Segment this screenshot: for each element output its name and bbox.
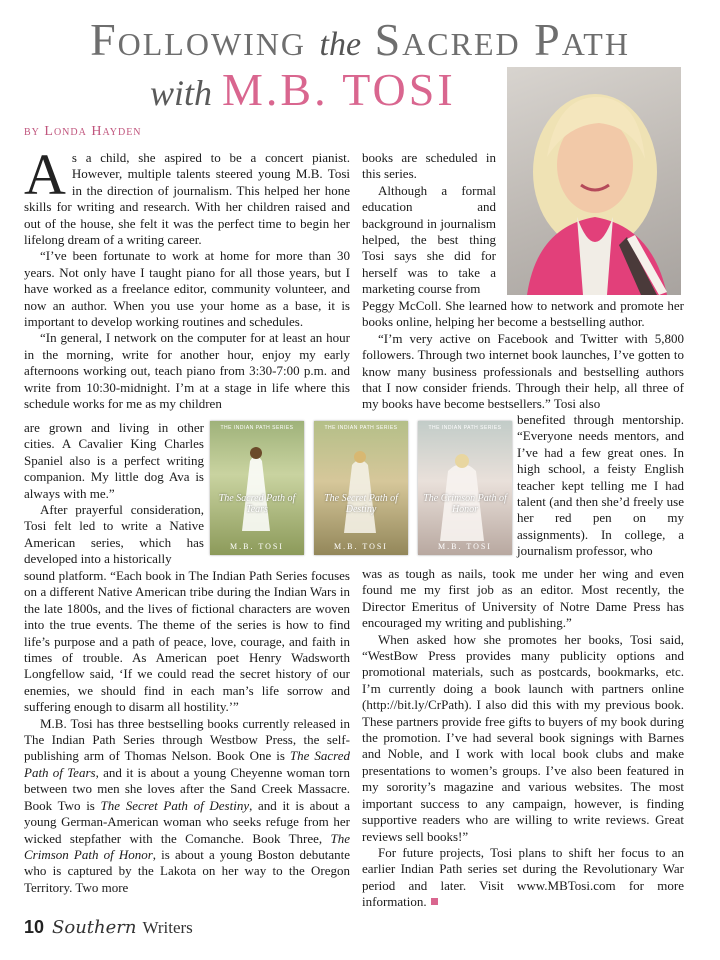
- headline-part2: Sacred Path: [361, 14, 630, 65]
- left-column-bottom: [24, 568, 350, 896]
- middle-column: [362, 150, 496, 298]
- magazine-name: Writers: [142, 918, 193, 937]
- headline-with: with: [150, 73, 213, 113]
- right-column-top: [362, 298, 684, 413]
- book-series-label: THE INDIAN PATH SERIES: [428, 425, 502, 431]
- book-title: The Secret Path of Destiny: [324, 493, 398, 515]
- end-mark-icon: [431, 898, 438, 905]
- books-text-b: , and it is about a young Cheyenne woman torn between two men she loves after the Sand Creek Massacre. Book Two is: [24, 764, 350, 813]
- paragraph-intro: s a child, she aspired to be a concert pianist. However, multiple talents steered young M.B. Tosi in the direction of journalism. This helped her hone skills for writing and research. With her children raised and out of the house, she felt it was the perfect time to begin her lifelong dream of a writing career.: [24, 150, 350, 248]
- books-text-c: , and it is about a young German-American woman who seeks refuge from her wicked stepfather with the Comanche. Book Three,: [24, 797, 350, 846]
- paragraph-series-theme: sound platform. “Each book in The Indian Path Series focuses on a different Native American tribe during the Indian Wars in the late 1800s, and the lives of fictional characters are woven into the true events. The theme of the series is how to find life’s purpose and a path of peace, love, courage, and faith in times of trouble. As American poet Henry Wadsworth Longfellow said, ‘If we could read the secret history of our enemies, we should find in each man’s life sorrow and suffering enough to disarm all hostility.’”: [24, 568, 350, 715]
- book-cover-art: [210, 421, 304, 555]
- headline-author-name: M.B. TOSI: [222, 64, 456, 115]
- drop-cap: A: [24, 142, 66, 207]
- books-text-a: M.B. Tosi has three bestselling books currently released in The Indian Path Series through Westbow Press, the self-publishing arm of Thomas Nelson. Book One is: [24, 715, 350, 764]
- book-cover-secret-path: [314, 421, 408, 555]
- headline-part1: Following: [90, 14, 320, 65]
- paragraph-books: [24, 716, 350, 896]
- book-title: The Sacred Path of Tears: [218, 493, 296, 515]
- book-title: The Crimson Path of Honor: [423, 493, 507, 515]
- book-cover-sacred-path: [210, 421, 304, 555]
- right-column-narrow: [517, 412, 684, 560]
- paragraph-quote-1: “I’ve been fortunate to work at home for more than 30 years. Not only have I taught piano for all those years, but I have worked as a freelance editor, community volunteer, and now an author. When you use your home as a base, it is important to develop working routines and schedules.: [24, 248, 350, 330]
- book-cover-art: [418, 421, 512, 555]
- paragraph-education: Although a formal education and background in journalism helped, the best thing Tosi says she did for herself was to take a marketing course from: [362, 182, 496, 297]
- headline: [0, 14, 720, 71]
- future-text: For future projects, Tosi plans to shift her focus to an earlier Indian Path series set during the Revolutionary War period and later. Visit www.MBTosi.com for more information.: [362, 844, 684, 910]
- paragraph-professor: was as tough as nails, took me under her wing and even found me my first job as an editor. Most recently, the Director Emeritus of University of Notre Dame Press has encouraged my writing and publishing.”: [362, 566, 684, 631]
- page-number: 10: [24, 917, 45, 937]
- left-column-top: [24, 142, 350, 413]
- byline: by Londa Hayden: [24, 124, 142, 139]
- headline-the: the: [319, 26, 362, 63]
- book-title-2: The Secret Path of Destiny: [100, 797, 250, 813]
- paragraph-native-series: After prayerful consideration, Tosi felt led to write a Native American series, which has developed into a historically: [24, 502, 204, 567]
- book-title-3: The Crimson Path of Honor: [24, 830, 350, 862]
- paragraph-more-books: books are scheduled in this series.: [362, 150, 496, 182]
- paragraph-mentorship: benefited through mentorship. “Everyone needs mentors, and I’ve had a few great ones. In high school, a feisty English teacher kept telling me I had talent (and then she’d freely use her red pen on my assignments). In college, a journalism professor, who: [517, 412, 684, 559]
- book-author: M.B. TOSI: [334, 542, 388, 551]
- book-author: M.B. TOSI: [438, 542, 492, 551]
- portrait-illustration: [507, 67, 681, 295]
- page-footer: [24, 916, 193, 940]
- paragraph-marketing: Peggy McColl. She learned how to network and promote her books online, helping her become a bestselling author.: [362, 298, 684, 330]
- paragraph-spaniel: are grown and living in other cities. A Cavalier King Charles Spaniel also is a perfect writing companion. My little dog Ava is always with me.”: [24, 420, 204, 501]
- paragraph-future: [362, 845, 684, 911]
- books-text-d: , is about a young Boston debutante who is captured by the Lakota on her way to the Oregon Territory. Two more: [24, 846, 350, 895]
- book-series-label: THE INDIAN PATH SERIES: [324, 425, 398, 431]
- book-cover-crimson-path: [418, 421, 512, 555]
- book-cover-art: [314, 421, 408, 555]
- book-covers: [210, 421, 512, 555]
- paragraph-promotion: When asked how she promotes her books, Tosi said, “WestBow Press provides many publicity options and promotional materials, such as postcards, bookmarks, etc. I’m currently doing a book launch with partners online (http://bit.ly/CrPath). I also did this with my previous book. These partners provide free gifts to buyers of my book during the promotion. I’ve had several book signings with Barnes and Noble, and I work with local book clubs and make presentations to women’s groups. I’ve also been featured in my sorority’s magazine and various websites. The most important success to any campaign, however, is finding supportive readers who are willing to write reviews. Great reviews sell books!”: [362, 631, 684, 844]
- paragraph-quote-2: “In general, I network on the computer for at least an hour in the morning, write for another hour, enjoy my early afternoons working out, teach piano from 3:30-7:00 p.m. and write from 10:30-midnight. I’m at a stage in life where this schedule works for me as my children: [24, 330, 350, 412]
- headline-subtitle: [150, 64, 490, 127]
- paragraph-facebook: “I’m very active on Facebook and Twitter with 5,800 followers. Through two internet book launches, I’ve gotten to know many business professionals and bestselling authors that I now consider friends. Through their help, all three of my books have become bestsellers.” Tosi also: [362, 330, 684, 412]
- left-column-narrow: [24, 420, 204, 568]
- book-author: M.B. TOSI: [230, 542, 284, 551]
- book-title-1: The Sacred Path of Tears: [24, 748, 350, 780]
- magazine-name-script: Southern: [52, 917, 137, 938]
- right-column-bottom: [362, 566, 684, 911]
- author-portrait-photo: [507, 67, 681, 295]
- book-series-label: THE INDIAN PATH SERIES: [220, 425, 294, 431]
